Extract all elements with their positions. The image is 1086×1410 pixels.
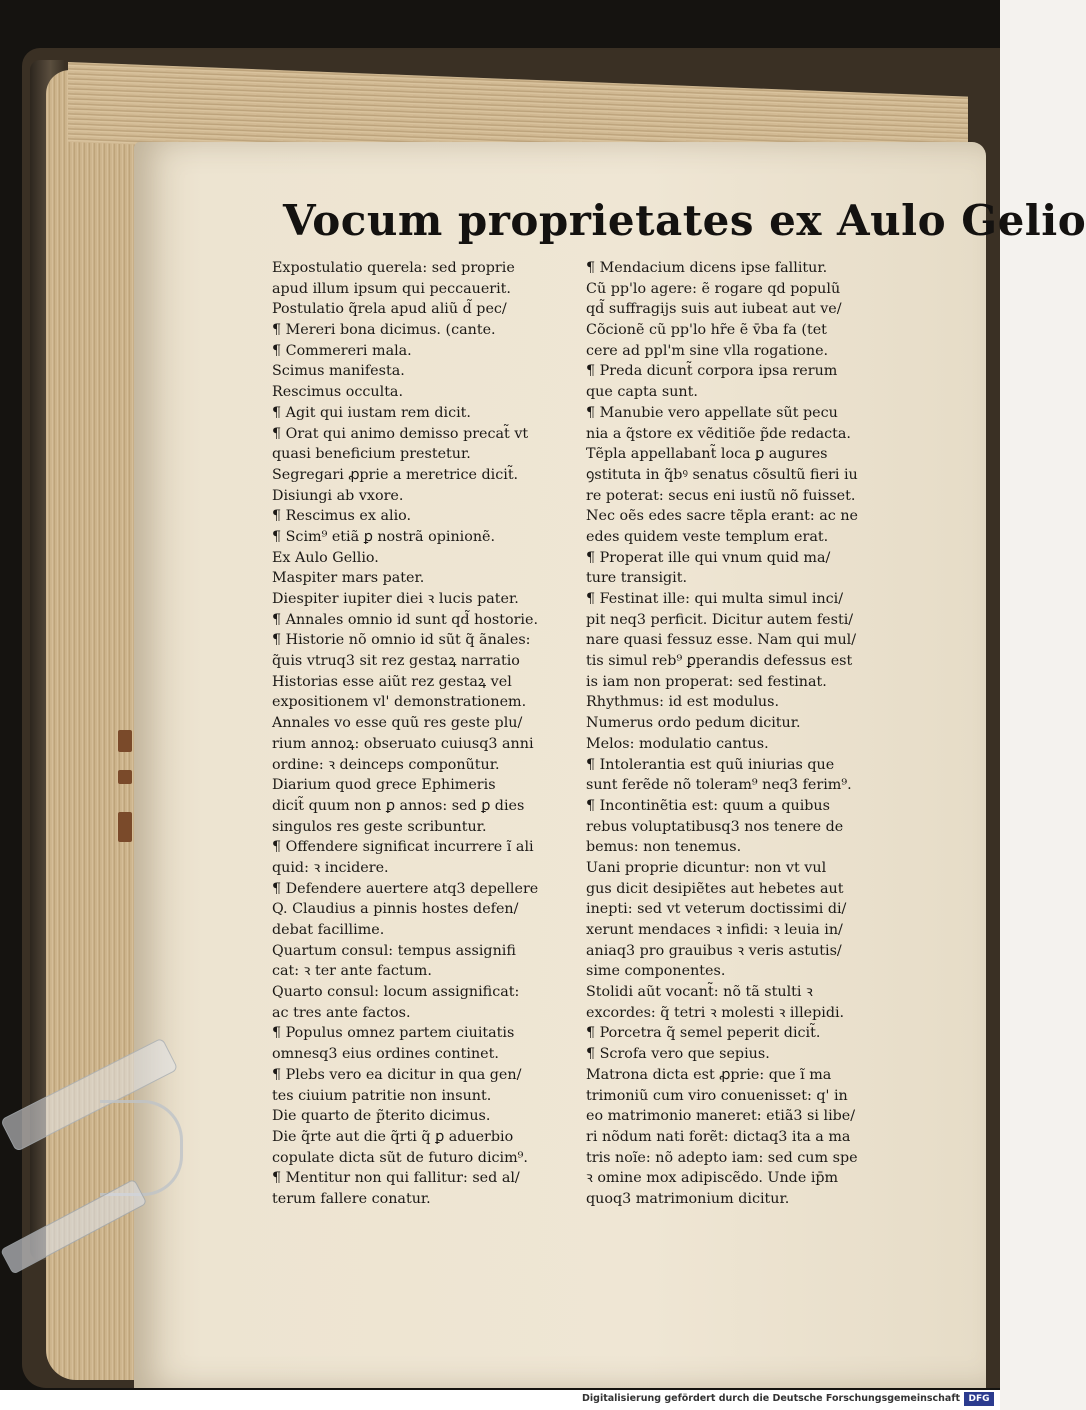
text-line: ¶ Preda dicunt̃ corpora ipsa rerum [586,363,838,380]
text-line: Cũ pp'lo agere: ẽ rogare qd populũ [586,280,841,297]
text-line: cat: ꝛ ter ante factum. [272,963,432,980]
page-tab-mark [118,812,132,842]
text-line: quid: ꝛ incidere. [272,859,389,876]
text-line: Quartum consul: tempus assignifi [272,942,516,959]
text-line: Numerus ordo pedum dicitur. [586,715,801,732]
text-line: eo matrimonio maneret: etiã3 si libe/ [586,1108,856,1125]
text-line: Cõcionẽ cũ pp'lo hr̃e ẽ v̄ba fa (tet [586,322,827,339]
text-line: singulos res geste scribuntur. [272,818,487,835]
text-line: terum fallere conatur. [272,1190,431,1207]
text-line: quasi beneficium prestetur. [272,446,471,463]
text-line: Diarium quod grece Ephimeris [272,777,496,794]
text-line: Die quarto de p̃terito dicimus. [272,1108,491,1125]
text-line: ¶ Porcetra q̃ semel peperit dicit̃. [586,1025,821,1042]
text-line: Scimus manifesta. [272,363,405,380]
text-line: expositionem vl' demonstrationem. [272,694,527,711]
text-line: ¶ Historie nõ omnio id sũt q̃ ãnales: [272,632,531,649]
text-line: sunt ferẽde nõ toleram⁹ neq3 ferim⁹. [586,777,852,794]
text-line: Quarto consul: locum assignificat: [272,984,520,1001]
text-line: tris noĩe: nõ adepto iam: sed cum spe [586,1149,858,1166]
text-line: Matrona dicta est ꝓprie: que ĩ ma [586,1066,832,1083]
text-line: Annales vo esse quũ res geste plu/ [272,715,523,732]
text-line: ture transigit. [586,570,688,587]
text-line: ¶ Populus omnez partem ciuitatis [272,1025,515,1042]
text-line: inepti: sed vt veterum doctissimi di/ [586,901,847,918]
text-line: Ex Aulo Gellio. [272,549,379,566]
text-line: ¶ Orat qui animo demisso precat̃ vt [272,425,529,442]
text-line: ¶ Annales omnio id sunt qd̃ hostorie. [272,611,538,628]
right-text-column [586,258,886,1210]
text-line: Melos: modulatio cantus. [586,735,769,752]
text-line: ¶ Intolerantia est quũ iniurias que [586,756,835,773]
text-line: Historias esse aiũt rez gestaꝝ vel [272,673,512,690]
text-line: Rhythmus: id est modulus. [586,694,780,711]
text-line: ꝯstituta in q̃bꝰ senatus cõsultũ fieri iu [586,466,858,483]
text-line: nia a q̃store ex vẽditiõe p̃de redacta. [586,425,851,442]
footer-credit: Digitalisierung gefördert durch die Deutsche Forschungsgemeinschaft [582,1393,960,1404]
text-line: ri nõdum nati forẽt: dictaq3 ita a ma [586,1128,851,1145]
text-line: Diespiter iupiter diei ꝛ lucis pater. [272,591,519,607]
text-line: ¶ Mentitur non qui fallitur: sed al/ [272,1170,520,1187]
text-line: ¶ Agit qui iustam rem dicit. [272,404,471,421]
page-title: Vocum proprietates ex Aulo Gelio [283,196,1086,245]
text-line: ¶ Mereri bona dicimus. (cante. [272,322,496,339]
text-line: ꝛ omine mox adipiscẽdo. Unde ip̄m [586,1170,839,1187]
text-line: tes ciuium patritie non insunt. [272,1087,492,1104]
text-line: trimoniũ cum viro conuenisset: q' in [586,1087,848,1104]
text-line: nare quasi fessuz esse. Nam qui mul/ [586,632,857,649]
text-line: pit neq3 perficit. Dicitur autem festi/ [586,611,854,628]
text-line: rium annoꝝ: obseruato cuiusq3 anni [272,735,534,752]
text-line: rebus voluptatibusq3 nos tenere de [586,818,844,835]
text-line: tis simul reb⁹ ꝑperandis defessus est [586,653,853,670]
text-line: gus dicit desipiẽtes aut hebetes aut [586,880,844,897]
text-line: cere ad ppl'm sine vlla rogatione. [586,342,829,359]
text-line: Die q̃rte aut die q̃rti q̃ ꝑ aduerbio [272,1128,514,1145]
text-line: apud illum ipsum qui peccauerit. [272,280,511,297]
text-line: Expostulatio querela: sed proprie [272,260,515,276]
text-line: bemus: non tenemus. [586,839,742,856]
text-line: aniaq3 pro grauibus ꝛ veris astutis/ [586,942,842,959]
text-line: ¶ Scim⁹ etiã ꝑ nostrã opinionẽ. [272,528,496,545]
dfg-logo-icon: DFG [964,1392,994,1406]
text-line: edes quidem veste templum erat. [586,528,829,545]
text-line: dicit̃ quum non ꝑ annos: sed ꝑ dies [272,797,525,814]
text-line: ¶ Rescimus ex alio. [272,508,412,525]
text-line: que capta sunt. [586,384,698,401]
text-line: Segregari ꝓprie a meretrice dicit̃. [272,466,519,483]
text-line: copulate dicta sũt de futuro dicim⁹. [272,1149,528,1166]
text-line: is iam non properat: sed festinat. [586,673,827,690]
text-line: Stolidi aũt vocant̃: nõ tã stulti ꝛ [586,984,813,1001]
text-line: excordes: q̃ tetri ꝛ molesti ꝛ illepidi. [586,1004,845,1021]
text-line: ¶ Commereri mala. [272,342,412,359]
text-line: ¶ Manubie vero appellate sũt pecu [586,404,838,421]
text-line: ¶ Mendacium dicens ipse fallitur. [586,260,828,276]
page-tab-mark [118,770,132,784]
text-line: ¶ Scrofa vero que sepius. [586,1046,770,1063]
text-line: ¶ Incontinẽtia est: quum a quibus [586,797,830,814]
text-line: omnesq3 eius ordines continet. [272,1046,499,1063]
text-line: debat facillime. [272,922,385,938]
text-line: Tẽpla appellabant̃ loca ꝑ augures [586,446,828,463]
text-line: Rescimus occulta. [272,384,404,401]
text-line: qd̃ suffragijs suis aut iubeat aut ve/ [586,301,842,318]
left-text-column [272,258,577,1210]
text-line: sime componentes. [586,963,726,980]
page-tab-mark [118,730,132,752]
text-line: ordine: ꝛ deinceps componũtur. [272,756,500,773]
text-line: ac tres ante factos. [272,1004,411,1021]
text-line: Nec oẽs edes sacre tẽpla erant: ac ne [586,508,859,525]
text-line: ¶ Offendere significat incurrere ĩ ali [272,839,534,856]
text-line: quoq3 matrimonium dicitur. [586,1190,790,1207]
text-line: ¶ Defendere auertere atq3 depellere [272,880,539,897]
text-line: xerunt mendaces ꝛ infidi: ꝛ leuia in/ [586,922,843,938]
text-line: Disiungi ab vxore. [272,487,404,504]
text-line: ¶ Festinat ille: qui multa simul inci/ [586,591,844,607]
text-line: Uani proprie dicuntur: non vt vul [586,859,827,876]
text-line: re poterat: secus eni iustũ nõ fuisset. [586,487,856,504]
text-line: ¶ Properat ille qui vnum quid ma/ [586,549,831,566]
text-line: q̃uis vtruq3 sit rez gestaꝝ narratio [272,653,520,670]
ribbon-bookmark-loop [100,1100,183,1196]
text-line: Postulatio q̃rela apud aliũ d̃ pec/ [272,301,507,318]
text-line: ¶ Plebs vero ea dicitur in qua gen/ [272,1066,522,1083]
text-line: Maspiter mars pater. [272,570,425,587]
text-line: Q. Claudius a pinnis hostes defen/ [272,901,519,918]
